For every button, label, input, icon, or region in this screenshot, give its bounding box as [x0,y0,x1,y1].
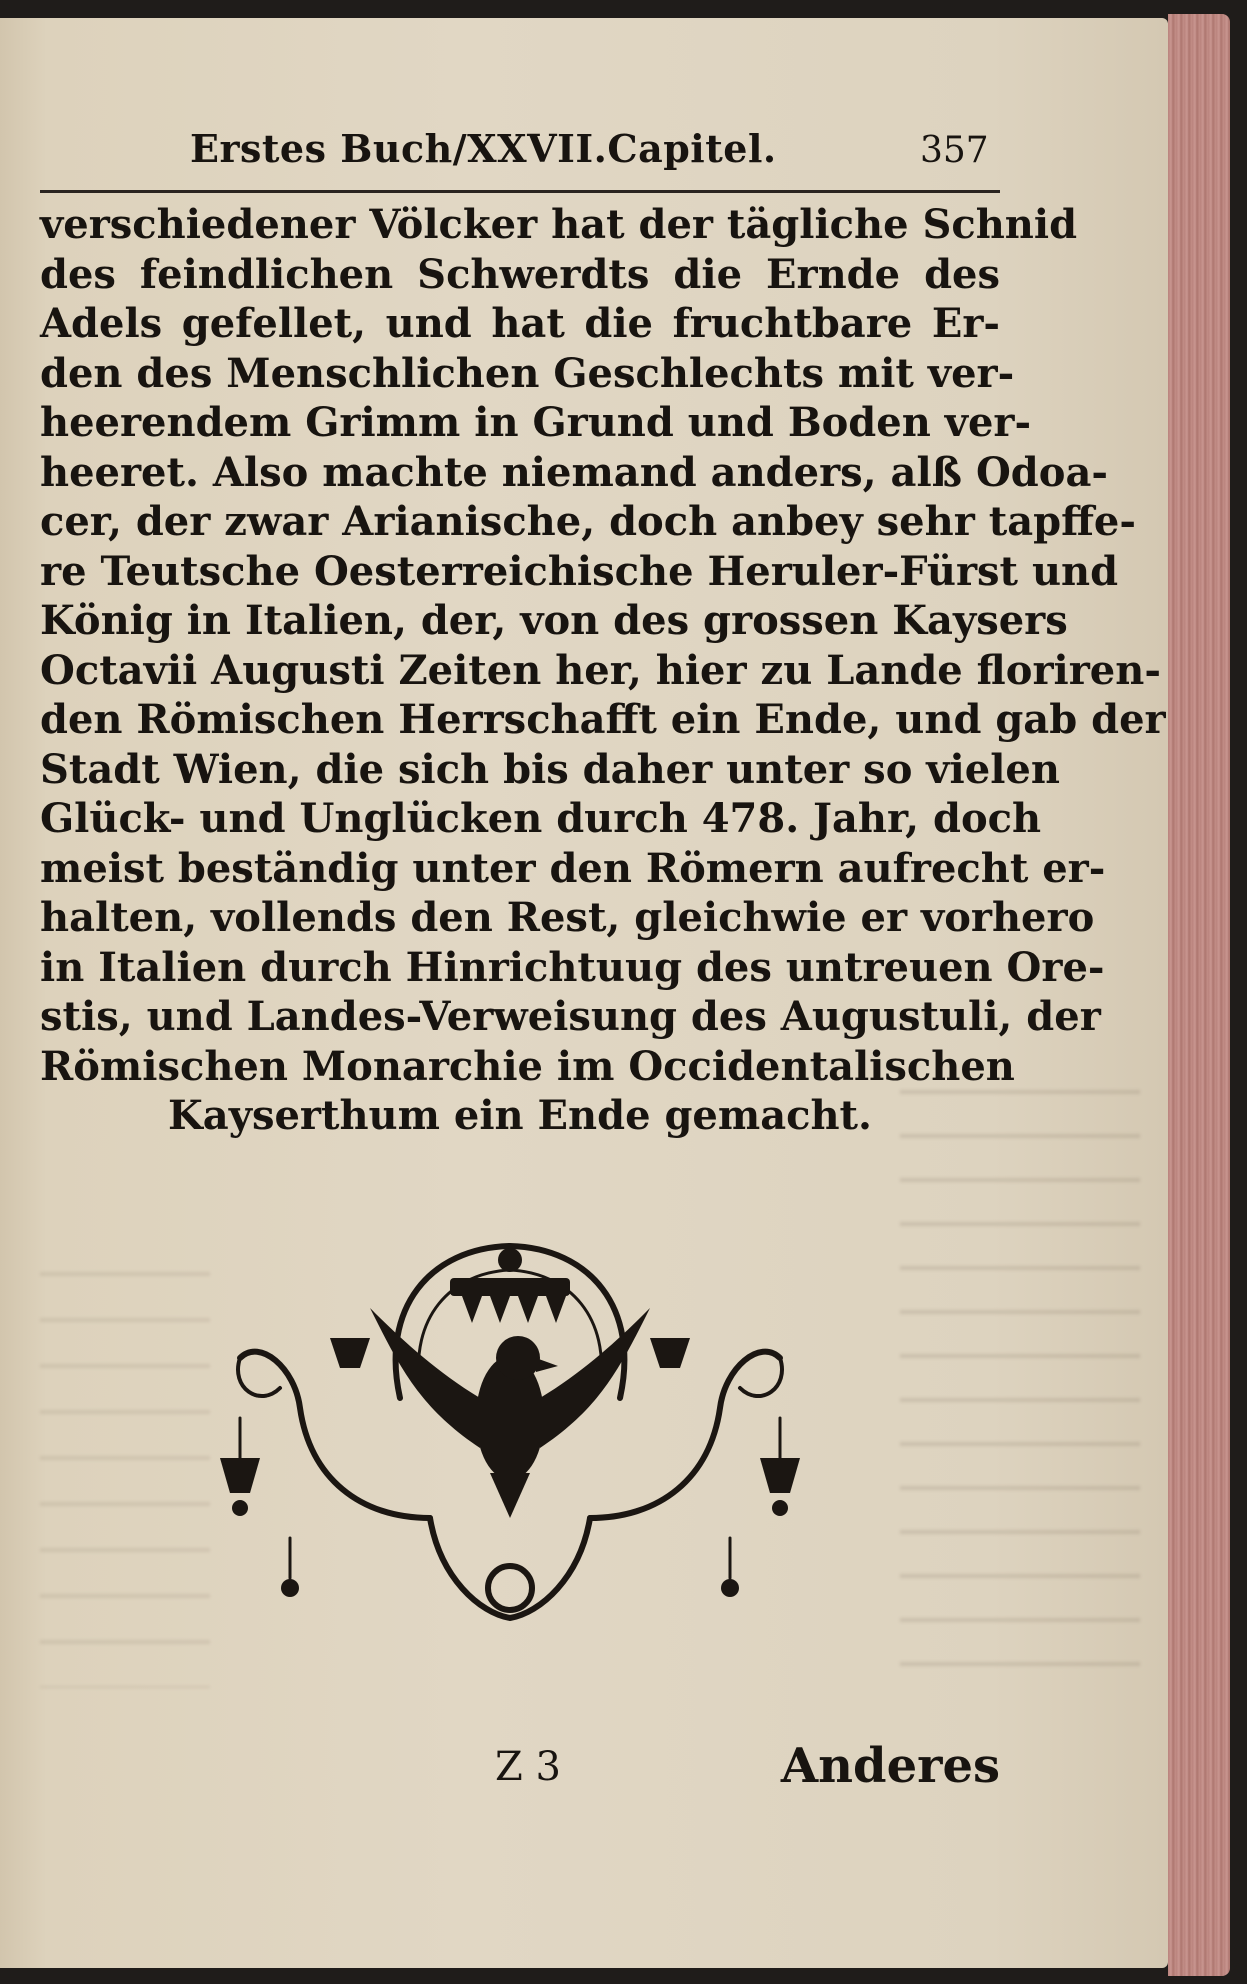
text-line: re Teutsche Oesterreichische Heruler-Fürst und [40,547,1119,595]
text-line: meist beständig unter den Römern aufrecht er- [40,844,1106,892]
text-line: den des Menschlichen Geschlechts mit ver- [40,349,1015,397]
header-rule [40,190,1000,193]
page-edge [1168,14,1230,1976]
text-line: cer, der zwar Arianische, doch anbey sehr tapffe- [40,498,1136,545]
text-line: Stadt Wien, die sich bis daher unter so vielen [40,745,1060,793]
catchword: Anderes [780,1738,1000,1794]
text-line: den Römischen Herrschafft ein Ende, und gab der [40,696,1166,743]
text-line: verschiedener Völcker hat der tägliche Schnid [40,201,1078,248]
text-line: halten, vollends den Rest, gleichwie er vorhero [40,894,1095,941]
text-line: des feindlichen Schwerdts die Ernde des [40,250,1000,298]
page-header [40,126,1000,186]
show-through-text [900,1068,1140,1688]
running-title: Erstes Buch/XXVII.Capitel. [190,126,777,171]
text-line: König in Italien, der, von des grossen Kaysers [40,597,1068,644]
text-line: Glück- und Unglücken durch 478. Jahr, doch [40,795,1042,842]
text-line: stis, und Landes-Verweisung des Augustuli, der [40,993,1101,1040]
eagle-crown-vignette-icon [200,1218,820,1638]
text-line-centered: Kayserthum ein Ende gemacht. [168,1092,872,1139]
book-page [0,18,1168,1968]
body-text [40,200,1166,1141]
show-through-text-left [40,1248,210,1688]
text-line: heerendem Grimm in Grund und Boden ver- [40,399,1032,446]
signature-mark: Z 3 [495,1744,561,1790]
page-footer [40,1738,1000,1808]
text-line: Octavii Augusti Zeiten her, hier zu Lande floriren- [40,646,1161,694]
text-line: in Italien durch Hinrichtuug des untreuen Ore- [40,943,1105,991]
page-number: 357 [920,130,989,171]
text-line: Adels gefellet, und hat die fruchtbare Er- [40,300,1000,347]
text-line-centered: Römischen Monarchie im Occidentalischen [40,1042,1015,1090]
text-line: heeret. Also machte niemand anders, alß Odoa- [40,448,1108,496]
